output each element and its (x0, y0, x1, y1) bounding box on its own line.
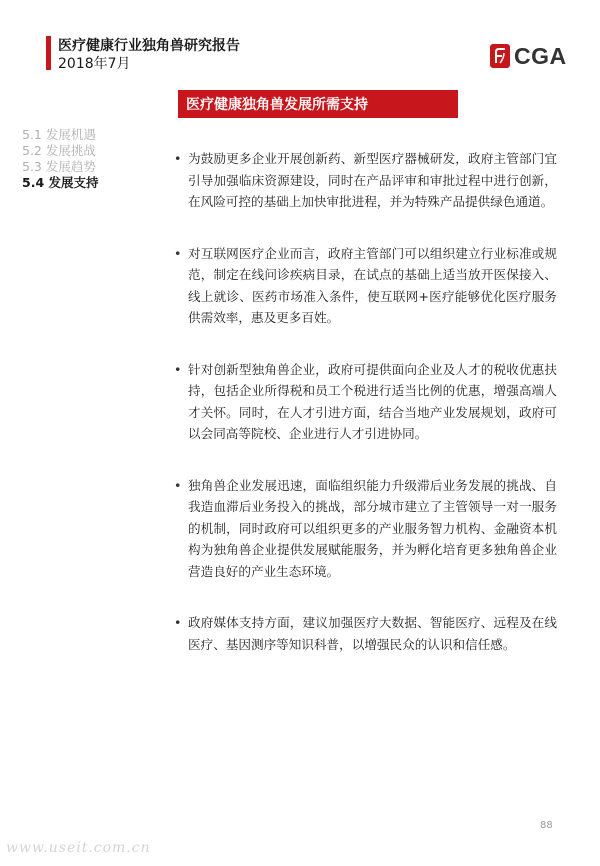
section-title-banner: 医疗健康独角兽发展所需支持 (178, 90, 458, 118)
cga-logo (490, 42, 567, 70)
section-nav-item-support[interactable]: 5.4 发展支持 (22, 175, 99, 190)
cga-logo-text: CGA (514, 42, 567, 69)
bullet-item: • 为鼓励更多企业开展创新药、新型医疗器械研发，政府主管部门宜引导加强临床资源建设，同时在产品评审和审批过程中进行创新，在风险可控的基础上加快审批进程，并为特殊产品提供绿色通道。 (172, 148, 557, 213)
bullet-item: • 针对创新型独角兽企业，政府可提供面向企业及人才的税收优惠扶持，包括企业所得税和员工个税进行适当比例的优惠，增强高端人才关怀。同时，在人才引进方面，结合当地产业发展规划，政府可以会同高等院校、企业进行人才引进协同。 (172, 359, 557, 445)
header-accent-bar (46, 36, 51, 70)
bullet-item: • 对互联网医疗企业而言，政府主管部门可以组织建立行业标准或规范，制定在线问诊疾病目录，在试点的基础上适当放开医保接入、线上就诊、医药市场准入条件，使互联网+医疗能够优化医疗服务供需效率，惠及更多百姓。 (172, 243, 557, 329)
bullet-item: • 政府媒体支持方面，建议加强医疗大数据、智能医疗、远程及在线医疗、基因测序等知识科普，以增强民众的认识和信任感。 (172, 612, 557, 655)
page-number: 88 (540, 820, 553, 831)
bullet-item: • 独角兽企业发展迅速，面临组织能力升级滞后业务发展的挑战、自我造血滞后业务投入的挑战，部分城市建立了主管领导一对一服务的机制，同时政府可以组织更多的产业服务智力机构、金融资本机构为独角兽企业提供发展赋能服务，并为孵化培育更多独角兽企业营造良好的产业生态环境。 (172, 475, 557, 583)
section-nav-item-trends[interactable]: 5.3 发展趋势 (22, 159, 96, 174)
cga-logo-icon (490, 44, 510, 68)
report-title: 医疗健康行业独角兽研究报告 (58, 38, 240, 54)
section-nav-item-challenges[interactable]: 5.2 发展挑战 (22, 143, 96, 158)
support-bullet-list (172, 148, 557, 685)
section-nav (22, 127, 99, 191)
report-date: 2018年7月 (58, 56, 131, 72)
section-nav-item-opportunities[interactable]: 5.1 发展机遇 (22, 127, 96, 142)
site-watermark: www.useit.com.cn (6, 840, 151, 856)
